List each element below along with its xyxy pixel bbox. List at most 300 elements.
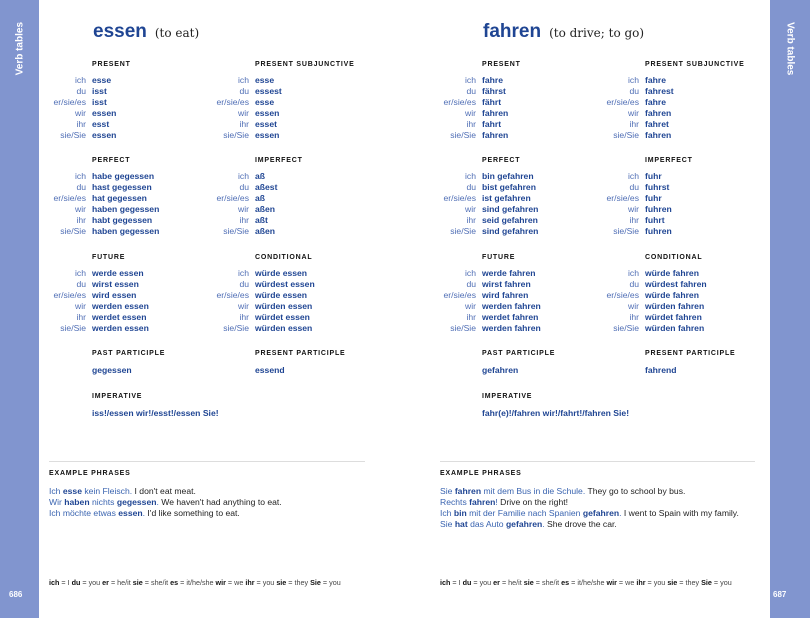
conjugation-row (429, 290, 589, 301)
pronoun-key-meaning: she/it (541, 578, 560, 587)
highlighted-verb: bin (453, 508, 467, 518)
german-text (454, 508, 467, 518)
imperative-block (429, 393, 729, 418)
pronoun-key-meaning: they (294, 578, 309, 587)
conjugation-row (202, 290, 362, 301)
conjugation-row (202, 312, 362, 323)
conjugation-row (39, 75, 199, 86)
example-phrase (49, 497, 282, 508)
pronoun-key-meaning: we (625, 578, 635, 587)
conjugation-row (202, 130, 362, 141)
verb-form: fahre (482, 75, 504, 85)
pronoun-key-meaning: you (88, 578, 101, 587)
conjugation-row (429, 312, 589, 323)
pronoun-key-term: du (462, 578, 472, 587)
conjugation-row (429, 108, 589, 119)
conjugation-row (592, 279, 752, 290)
pronoun: du (239, 182, 249, 192)
pronoun-key-eq: = (471, 578, 480, 587)
pronoun: du (76, 279, 86, 289)
conjugation-row (39, 204, 199, 215)
verb-form: würden essen (255, 301, 313, 311)
pronoun: ihr (239, 312, 249, 322)
conjugation-row (202, 97, 362, 108)
tense-table (429, 61, 589, 141)
verb-form: würdest essen (255, 279, 315, 289)
verb-form: werdet essen (92, 312, 147, 322)
pronoun: er/sie/es (443, 97, 476, 107)
pronoun-key-eq: = (645, 578, 654, 587)
conjugation-row (39, 268, 199, 279)
conjugation-row (429, 204, 589, 215)
german-text (469, 497, 498, 507)
conjugation-row (39, 97, 199, 108)
tense-heading: PRESENT (482, 61, 521, 68)
verb-form: haben gegessen (92, 226, 160, 236)
pronoun: ich (628, 268, 639, 278)
example-phrase (49, 486, 282, 497)
verb-form: aßest (255, 182, 278, 192)
imperative-block (39, 393, 339, 418)
past-participle: gegessen (92, 365, 132, 375)
verb-form: würden essen (255, 323, 313, 333)
side-band-right (770, 0, 810, 618)
tense-table (429, 254, 589, 334)
conjugation-row (592, 171, 752, 182)
pronoun-key-eq: = (59, 578, 68, 587)
conjugation-row (202, 171, 362, 182)
verb-form: würdet essen (255, 312, 310, 322)
tense-table (592, 61, 752, 141)
pronoun: wir (465, 301, 476, 311)
pronoun-key-term: er (493, 578, 500, 587)
pronoun: ihr (629, 119, 639, 129)
pronoun: wir (75, 108, 86, 118)
verb-form: fahret (645, 119, 669, 129)
pronoun-key-term: wir (215, 578, 226, 587)
verb-form: fahrest (645, 86, 674, 96)
pronoun: sie/Sie (223, 130, 249, 140)
pronoun: ich (238, 268, 249, 278)
pronoun-key-eq: = (286, 578, 295, 587)
pronoun-key-eq: = (499, 578, 509, 587)
pronoun-key-eq: = (108, 578, 118, 587)
german-text (118, 508, 142, 518)
tense-heading: PRESENT SUBJUNCTIVE (255, 61, 355, 68)
pronoun-key-eq: = (225, 578, 235, 587)
conjugation-row (592, 226, 752, 237)
verb-form: werde essen (92, 268, 144, 278)
verb-form: habt gegessen (92, 215, 153, 225)
pronoun-key-eq: = (142, 578, 151, 587)
block-heading: PAST PARTICIPLE (482, 350, 556, 357)
example-phrase (440, 497, 739, 508)
german-text: Sie (440, 486, 455, 496)
conjugation-row (39, 290, 199, 301)
pronoun: wir (238, 204, 249, 214)
conjugation-row (39, 171, 199, 182)
pronoun: ihr (629, 312, 639, 322)
verb-infinitive: fahren (483, 21, 542, 42)
pronoun-key-term: es (561, 578, 570, 587)
verb-form: habe gegessen (92, 171, 155, 181)
pronoun: du (76, 182, 86, 192)
pronoun-key-term: ich (440, 578, 451, 587)
conjugation-row (39, 279, 199, 290)
pronoun-key-eq: = (533, 578, 542, 587)
verb-form: fuhren (645, 226, 672, 236)
pronoun: wir (238, 108, 249, 118)
pronoun: er/sie/es (216, 97, 249, 107)
pronoun-key-eq: = (254, 578, 263, 587)
verb-form: isst (92, 86, 107, 96)
verb-form: fuhren (645, 204, 672, 214)
example-phrase (440, 519, 739, 530)
pronoun-key-meaning: you (720, 578, 732, 587)
conjugation-row (592, 204, 752, 215)
german-text: nichts (89, 497, 117, 507)
pronoun-key-term: sie (132, 578, 143, 587)
tense-table (39, 254, 199, 334)
verb-form: aßen (255, 204, 276, 214)
pronoun: ich (465, 268, 476, 278)
verb-form: werden fahren (482, 301, 541, 311)
pronoun-key-eq: = (450, 578, 459, 587)
german-text (64, 497, 89, 507)
conjugation-row (592, 312, 752, 323)
conjugation-row (39, 193, 199, 204)
page-number: 687 (773, 590, 787, 599)
conjugation-row (592, 301, 752, 312)
conjugation-row (39, 323, 199, 334)
pronoun: er/sie/es (606, 193, 639, 203)
pronoun: sie/Sie (450, 226, 476, 236)
verb-form: fuhrst (645, 182, 670, 192)
pronoun: ich (75, 268, 86, 278)
verb-form: aßt (255, 215, 268, 225)
conjugation-row (429, 279, 589, 290)
german-text: Rechts (440, 497, 470, 507)
verb-form: würde fahren (645, 268, 699, 278)
pronoun: du (239, 279, 249, 289)
pronoun: du (76, 86, 86, 96)
pronoun: wir (75, 204, 86, 214)
pronoun: sie/Sie (450, 130, 476, 140)
verb-form: essest (255, 86, 282, 96)
pronoun: ihr (76, 215, 86, 225)
conjugation-row (202, 193, 362, 204)
pronoun: wir (465, 204, 476, 214)
pronoun-key-meaning: you (262, 578, 275, 587)
pronoun-key-eq: = (711, 578, 721, 587)
pronoun: er/sie/es (53, 193, 86, 203)
conjugation-row (202, 86, 362, 97)
verb-form: fahrt (482, 119, 502, 129)
pronoun: er/sie/es (606, 97, 639, 107)
conjugation-row (39, 182, 199, 193)
tense-heading: PRESENT (92, 61, 131, 68)
tense-heading: CONDITIONAL (255, 254, 313, 261)
block-heading: IMPERATIVE (92, 393, 143, 400)
pronoun-key-eq: = (569, 578, 578, 587)
conjugation-row (202, 119, 362, 130)
verb-form: esse (255, 97, 275, 107)
verb-form: fahre (645, 75, 667, 85)
verb-form: werde fahren (482, 268, 536, 278)
conjugation-row (592, 323, 752, 334)
conjugation-row (429, 130, 589, 141)
pronoun-key-eq: = (616, 578, 626, 587)
pronoun-key-term: wir (606, 578, 617, 587)
highlighted-verb: gegessen (116, 497, 157, 507)
tense-heading: FUTURE (92, 254, 126, 261)
german-text (117, 497, 157, 507)
pronoun: sie/Sie (60, 130, 86, 140)
pronoun: wir (75, 301, 86, 311)
verb-form: esse (255, 75, 275, 85)
verb-form: würde essen (255, 268, 308, 278)
verb-form: fährst (482, 86, 506, 96)
conjugation-row (592, 215, 752, 226)
example-phrases (49, 486, 282, 519)
verb-form: sind gefahren (482, 204, 539, 214)
tense-heading: FUTURE (482, 254, 516, 261)
pronoun-key-meaning: you (653, 578, 666, 587)
verb-form: sind gefahren (482, 226, 539, 236)
conjugation-row (39, 226, 199, 237)
conjugation-row (592, 86, 752, 97)
pronoun-key-meaning: she/it (150, 578, 169, 587)
conjugation-row (592, 130, 752, 141)
verb-form: fahre (645, 97, 667, 107)
verb-form: würde essen (255, 290, 308, 300)
pronoun: wir (628, 108, 639, 118)
page-number: 686 (9, 590, 23, 599)
conjugation-row (429, 182, 589, 193)
pronoun-key-meaning: you (479, 578, 492, 587)
conjugation-row (202, 279, 362, 290)
pronoun-key-term: du (71, 578, 81, 587)
present-participle-block (592, 350, 810, 375)
pronoun: ich (238, 171, 249, 181)
highlighted-verb: haben (64, 497, 90, 507)
translation: She drove the car. (544, 519, 617, 529)
verb-form: bin gefahren (482, 171, 534, 181)
verb-form: fuhrt (645, 215, 665, 225)
german-text: Wir (49, 497, 65, 507)
conjugation-row (429, 171, 589, 182)
verb-form: wird essen (92, 290, 137, 300)
pronoun: er/sie/es (216, 290, 249, 300)
verb-form: essen (92, 108, 117, 118)
german-text (455, 486, 481, 496)
tense-heading: IMPERFECT (645, 157, 693, 164)
translation: I went to Spain with my family. (621, 508, 739, 518)
verb-form: essen (255, 130, 280, 140)
pronoun-key-meaning: he/it (508, 578, 522, 587)
pronoun-key-eq: = (80, 578, 89, 587)
pronoun-key-meaning: it/he/she (577, 578, 605, 587)
verb-form: fuhr (645, 171, 662, 181)
verb-form: wirst essen (92, 279, 139, 289)
past-participle: gefahren (482, 365, 519, 375)
pronoun: du (629, 279, 639, 289)
highlighted-verb: gefahren (582, 508, 620, 518)
pronoun: wir (465, 108, 476, 118)
german-text: . (142, 508, 146, 518)
highlighted-verb: esse (62, 486, 82, 496)
block-heading: IMPERATIVE (482, 393, 533, 400)
pronoun: sie/Sie (60, 226, 86, 236)
verb-form: esset (255, 119, 277, 129)
verb-form: essen (255, 108, 280, 118)
tense-heading: PERFECT (92, 157, 131, 164)
german-text: . (619, 508, 622, 518)
german-text: . (542, 519, 545, 529)
pronoun: du (466, 86, 476, 96)
conjugation-row (429, 193, 589, 204)
pronoun-key-meaning: it/he/she (186, 578, 214, 587)
pronoun: sie/Sie (60, 323, 86, 333)
verb-form: würden fahren (645, 301, 705, 311)
divider (440, 461, 755, 462)
conjugation-row (592, 75, 752, 86)
pronoun: ich (465, 75, 476, 85)
highlighted-verb: fahren (454, 486, 482, 496)
conjugation-row (592, 97, 752, 108)
pronoun: er/sie/es (53, 290, 86, 300)
example-phrase (49, 508, 282, 519)
german-text: Ich (440, 508, 454, 518)
conjugation-row (202, 323, 362, 334)
section-label: Verb tables (784, 22, 796, 76)
tense-table (429, 157, 589, 237)
verb-form: würdest fahren (645, 279, 707, 289)
tense-heading: PERFECT (482, 157, 521, 164)
verb-form: werden fahren (482, 323, 541, 333)
conjugation-row (429, 86, 589, 97)
verb-form: werden essen (92, 323, 149, 333)
verb-form: werdet fahren (482, 312, 539, 322)
pronoun-key-term: sie (276, 578, 287, 587)
pronoun: wir (628, 204, 639, 214)
pronoun: er/sie/es (53, 97, 86, 107)
present-participle: fahrend (645, 365, 677, 375)
verb-form: seid gefahren (482, 215, 538, 225)
highlighted-verb: hat (454, 519, 468, 529)
pronoun: er/sie/es (443, 193, 476, 203)
pronoun-key-term: sie (667, 578, 678, 587)
conjugation-row (202, 75, 362, 86)
conjugation-row (429, 323, 589, 334)
verb-form: isst (92, 97, 107, 107)
pronoun: sie/Sie (613, 130, 639, 140)
german-text: mit der Familie nach Spanien (466, 508, 583, 518)
conjugation-row (429, 215, 589, 226)
conjugation-row (39, 86, 199, 97)
pronoun: sie/Sie (450, 323, 476, 333)
pronoun: ich (75, 171, 86, 181)
pronoun: ihr (466, 215, 476, 225)
conjugation-row (39, 215, 199, 226)
verb-form: würdet fahren (645, 312, 702, 322)
conjugation-row (592, 268, 752, 279)
conjugation-row (592, 290, 752, 301)
block-heading: PRESENT PARTICIPLE (645, 350, 736, 357)
conjugation-row (429, 226, 589, 237)
tense-table (202, 61, 362, 141)
verb-form: aßen (255, 226, 276, 236)
german-text (505, 519, 545, 529)
pronoun-key-term: ihr (636, 578, 646, 587)
pronoun-key-eq: = (677, 578, 686, 587)
pronoun: ich (238, 75, 249, 85)
verb-form: würden fahren (645, 323, 705, 333)
conjugation-row (429, 75, 589, 86)
conjugation-row (592, 108, 752, 119)
tense-heading: PRESENT SUBJUNCTIVE (645, 61, 745, 68)
verb-form: fahren (482, 108, 509, 118)
pronoun: sie/Sie (613, 226, 639, 236)
pronoun: du (466, 279, 476, 289)
example-phrases-heading: EXAMPLE PHRASES (49, 470, 131, 477)
tense-table (592, 157, 752, 237)
pronoun: du (629, 86, 639, 96)
conjugation-row (202, 226, 362, 237)
verb-infinitive: essen (93, 21, 147, 42)
german-text: Ich möchte etwas (49, 508, 119, 518)
highlighted-verb: gefahren (505, 519, 543, 529)
pronoun-key-term: sie (523, 578, 534, 587)
german-text (455, 519, 468, 529)
verb-form: bist gefahren (482, 182, 536, 192)
conjugation-row (39, 108, 199, 119)
conjugation-row (202, 301, 362, 312)
verb-form: hat gegessen (92, 193, 147, 203)
present-participle: essend (255, 365, 285, 375)
german-text: mit dem Bus in die Schule. (481, 486, 586, 496)
pronoun-key-term: ihr (245, 578, 255, 587)
tense-table (39, 61, 199, 141)
verb-meaning: (to eat) (154, 26, 200, 40)
conjugation-row (202, 182, 362, 193)
example-phrases-heading: EXAMPLE PHRASES (440, 470, 522, 477)
verb-form: aß (255, 193, 266, 203)
conjugation-row (202, 108, 362, 119)
verb-form: wirst fahren (482, 279, 531, 289)
tense-heading: IMPERFECT (255, 157, 303, 164)
pronoun: wir (628, 301, 639, 311)
translation: I'd like something to eat. (145, 508, 240, 518)
conjugation-row (202, 204, 362, 215)
verb-form: fahren (645, 130, 672, 140)
block-heading: PAST PARTICIPLE (92, 350, 166, 357)
verb-form: fahren (482, 130, 509, 140)
pronoun-key-eq: = (178, 578, 187, 587)
german-text: das Auto (467, 519, 506, 529)
pronoun: sie/Sie (613, 323, 639, 333)
example-phrase (440, 486, 739, 497)
conjugation-row (429, 97, 589, 108)
verb-form: wird fahren (482, 290, 529, 300)
conjugation-row (429, 119, 589, 130)
pronoun-key-term: es (170, 578, 179, 587)
pronoun: sie/Sie (223, 226, 249, 236)
pronoun-key-meaning: he/it (117, 578, 131, 587)
tense-table (39, 157, 199, 237)
conjugation-row (39, 130, 199, 141)
tense-table (202, 157, 362, 237)
